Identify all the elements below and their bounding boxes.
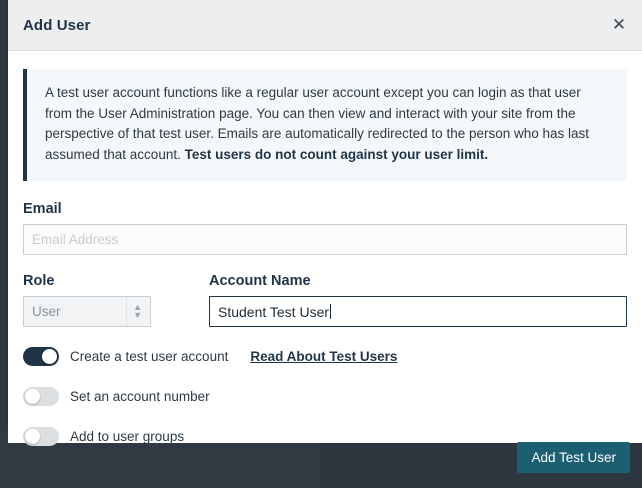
- account-name-input[interactable]: [209, 296, 627, 327]
- toggle-knob: [42, 349, 57, 364]
- read-about-test-users-link[interactable]: Read About Test Users: [250, 348, 398, 364]
- test-user-info-callout: [23, 69, 627, 181]
- add-test-user-button[interactable]: Add Test User: [517, 442, 630, 473]
- toggle-label-create-test-user: Create a test user account: [70, 348, 229, 364]
- toggle-row-create-test-user: [23, 345, 627, 367]
- toggle-label-account-number: Set an account number: [70, 388, 210, 404]
- toggle-create-test-user[interactable]: [23, 347, 59, 366]
- role-account-row: [23, 273, 627, 327]
- dialog-header: [8, 0, 642, 51]
- dialog-title: Add User: [23, 17, 91, 34]
- toggle-set-account-number[interactable]: [23, 387, 59, 406]
- text-caret: [330, 304, 331, 319]
- page-backdrop-left: [0, 0, 8, 488]
- role-select[interactable]: [23, 296, 151, 327]
- callout-emphasis: Test users do not count against your user limit.: [184, 146, 489, 162]
- toggle-row-account-number: [23, 385, 627, 407]
- select-arrows-icon: ▲ ▼: [133, 302, 142, 321]
- toggle-knob: [25, 429, 40, 444]
- account-name-label: Account Name: [209, 273, 311, 290]
- role-select-wrap: [23, 296, 151, 327]
- close-icon[interactable]: ✕: [611, 15, 627, 34]
- email-input[interactable]: [23, 224, 627, 255]
- toggle-add-to-user-groups[interactable]: [23, 427, 59, 446]
- email-label: Email: [23, 201, 62, 218]
- role-label: Role: [23, 273, 55, 290]
- dialog-body: [8, 69, 642, 443]
- account-name-field: [209, 273, 627, 327]
- toggle-knob: [25, 389, 40, 404]
- callout-text: A test user account functions like a regular user account except you can login as that user from the User Administration page. You can then view and interact with your site from the perspective of that test user. Emails are automatically redirected to the person who has last assumed that account.: [45, 85, 590, 162]
- add-user-dialog: [8, 0, 642, 465]
- role-field: [23, 273, 209, 327]
- account-name-value: Student Test User: [218, 304, 330, 321]
- toggle-label-user-groups: Add to user groups: [70, 428, 185, 444]
